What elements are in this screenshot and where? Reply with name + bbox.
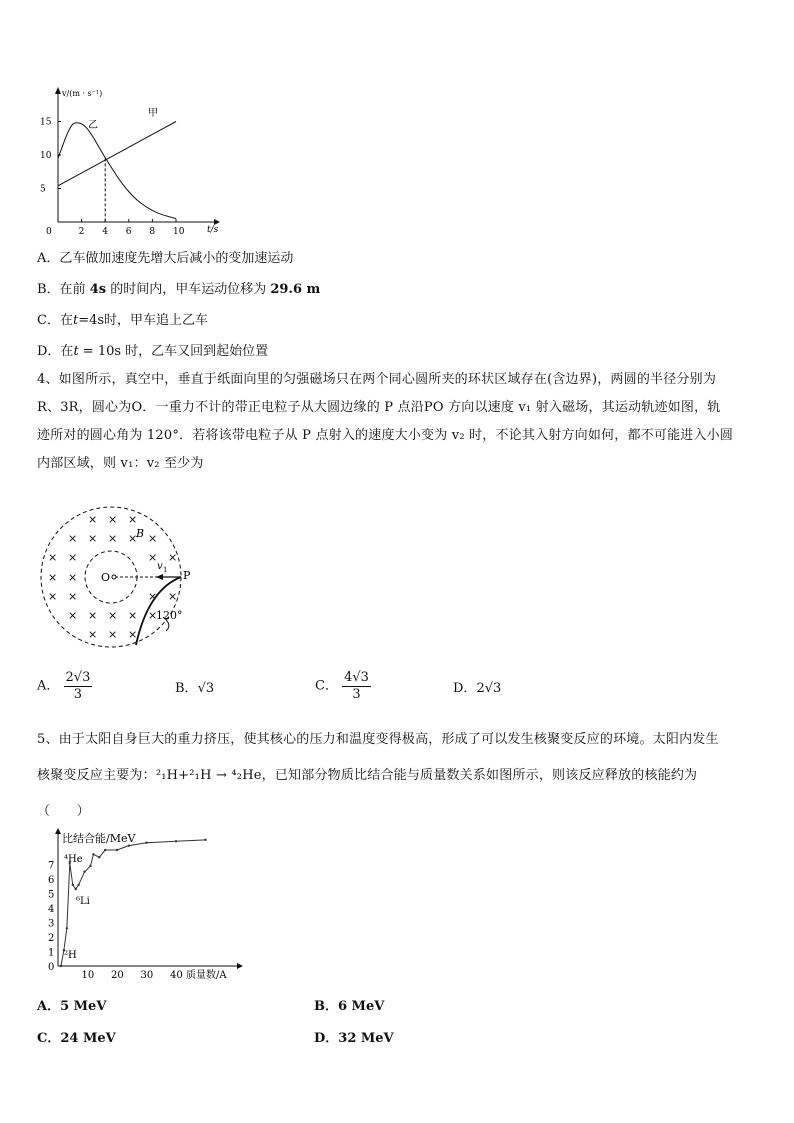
b-label: B — [136, 527, 145, 540]
x-tick-label: 0 — [46, 227, 52, 234]
angle-label: 120° — [156, 609, 183, 622]
field-cross: × — [148, 551, 158, 564]
field-cross: × — [48, 551, 58, 564]
be-y-tick-label: 2 — [48, 933, 55, 944]
binding-energy-point — [204, 839, 206, 841]
q3-option-b-val: 29.6 m — [270, 282, 321, 297]
magnetic-field-figure — [38, 505, 198, 653]
q5-option-d[interactable] — [314, 1030, 394, 1048]
q5-stem — [37, 722, 762, 830]
field-cross: × — [148, 609, 158, 622]
x-tick-label: 4 — [102, 227, 108, 234]
series-label-yi: 乙 — [88, 120, 98, 131]
h2-label: ²H — [64, 950, 77, 961]
q4-line-3: 迹所对的圆心角为 120°．若将该带电粒子从 P 点射入的速度大小变为 v₂ 时，不论其入射方向如何，都不可能进入小圆 — [37, 428, 734, 443]
x-tick-label: 6 — [125, 227, 132, 234]
x-axis-label: t/s — [207, 225, 219, 234]
be-x-tick-label: 30 — [140, 970, 154, 981]
v1-label: v — [157, 561, 163, 572]
binding-energy-point — [98, 856, 100, 858]
inner-circle — [85, 551, 137, 603]
q5-equation: ²₁H+²₁H → ⁴₂He — [155, 768, 262, 783]
q5-line-2-pre: 核聚变反应主要为： — [37, 768, 156, 783]
binding-energy-point — [145, 842, 147, 844]
q4-option-b-val: √3 — [197, 681, 215, 696]
series-line-yi — [58, 123, 176, 219]
q5-line-1: 5、由于太阳自身巨大的重力挤压，使其核心的压力和温度变得极高，形成了可以发生核聚变反应的环境。太阳内发生 — [37, 732, 719, 747]
q4-option-a-den: 3 — [73, 687, 83, 702]
field-cross: × — [148, 532, 158, 545]
binding-energy-point — [116, 849, 118, 851]
q3-option-b-pre: B．在前 — [37, 282, 90, 297]
q4-option-a[interactable] — [37, 670, 92, 703]
field-cross: × — [48, 571, 58, 584]
q3-option-a[interactable] — [37, 250, 293, 268]
q3-option-b-post: 的时间内，甲车运动位移为 — [106, 282, 271, 297]
q4-line-1: 4、如图所示，真空中，垂直于纸面向里的匀强磁场只在两个同心圆所夹的环状区域存在(含边界)，两圆的半径分别为 — [37, 372, 717, 387]
be-y-tick-label: 1 — [48, 947, 55, 959]
q4-option-b[interactable] — [175, 680, 214, 698]
binding-energy-point — [92, 853, 94, 855]
q5-option-c[interactable] — [37, 1030, 116, 1048]
field-cross: × — [68, 609, 78, 622]
be-y-tick-label: 6 — [48, 875, 55, 886]
be-y-tick-label: 7 — [48, 860, 55, 872]
field-cross: × — [108, 628, 118, 641]
q3-option-b-bold: 4s — [89, 282, 107, 297]
be-x-axis-label: 质量数/A — [186, 970, 227, 981]
field-cross: × — [88, 628, 98, 641]
v1-subscript: 1 — [163, 566, 168, 574]
field-cross: × — [108, 513, 118, 526]
binding-energy-point — [77, 884, 79, 886]
q3-option-c-var: t — [72, 313, 79, 328]
be-y-tick-label: 5 — [48, 889, 55, 901]
field-cross: × — [68, 590, 78, 603]
be-x-tick-label: 10 — [81, 970, 95, 981]
binding-energy-point — [89, 865, 91, 867]
field-cross: × — [88, 609, 98, 622]
x-tick-label: 8 — [149, 227, 156, 234]
q3-option-d-mid: = 10s — [78, 344, 122, 359]
q4-line-4: 内部区域，则 v₁：v₂ 至少为 — [37, 456, 204, 471]
binding-energy-point — [60, 965, 62, 967]
be-y-tick-label: 4 — [48, 904, 55, 915]
q4-option-c-den: 3 — [352, 687, 361, 702]
field-cross: × — [168, 551, 178, 564]
q3-option-c-post: =4s时，甲车追上乙车 — [78, 313, 209, 328]
q4-option-a-fraction — [64, 670, 93, 703]
binding-energy-point — [75, 888, 77, 890]
binding-energy-point — [175, 840, 177, 842]
he4-label: ⁴He — [64, 854, 83, 865]
field-cross: × — [88, 513, 98, 526]
q3-option-d-var: t — [73, 344, 79, 359]
x-tick-label: 2 — [78, 227, 85, 234]
field-cross: × — [128, 532, 138, 545]
q5-option-b-text: B．6 MeV — [314, 999, 385, 1014]
q3-option-c[interactable] — [37, 312, 208, 330]
x-tick-label: 10 — [173, 227, 185, 234]
point-p-label: P — [183, 569, 191, 582]
q4-stem — [37, 366, 762, 478]
series-label-jia: 甲 — [148, 108, 158, 119]
y-tick-label: 10 — [40, 151, 52, 161]
center-point — [112, 575, 116, 579]
field-cross: × — [108, 609, 118, 622]
q5-option-a[interactable] — [37, 998, 106, 1016]
field-cross: × — [68, 532, 78, 545]
q4-option-b-label: B． — [175, 681, 198, 696]
q3-option-b[interactable] — [37, 281, 320, 299]
be-y-tick-label: 3 — [48, 918, 55, 930]
q4-option-c[interactable] — [315, 670, 371, 703]
be-x-tick-label: 20 — [111, 970, 124, 981]
binding-energy-point — [104, 849, 106, 851]
be-y-tick-label: 0 — [48, 962, 55, 973]
field-cross: × — [148, 590, 158, 603]
binding-energy-point — [83, 871, 85, 873]
q5-option-b[interactable] — [314, 998, 384, 1016]
q3-option-c-pre: C．在 — [37, 313, 73, 328]
center-label: O — [101, 571, 111, 584]
field-cross: × — [68, 551, 78, 564]
q4-option-d[interactable] — [453, 680, 501, 698]
q4-option-a-label: A． — [37, 678, 60, 694]
field-cross: × — [108, 532, 118, 545]
binding-energy-point — [66, 927, 68, 929]
field-cross: × — [48, 590, 58, 603]
field-cross: × — [68, 571, 78, 584]
q4-option-d-val: 2√3 — [476, 681, 502, 696]
field-cross: × — [128, 609, 138, 622]
velocity-time-chart — [34, 84, 224, 234]
q3-option-d-pre: D．在 — [37, 344, 74, 359]
binding-energy-chart — [34, 828, 244, 983]
y-tick-label: 15 — [40, 117, 52, 128]
field-cross: × — [128, 513, 138, 526]
q5-option-a-text: A．5 MeV — [37, 999, 107, 1014]
q4-line-2: R、3R，圆心为O．一重力不计的带正电粒子从大圆边缘的 P 点沿PO 方向以速度 v₁ 射入磁场，其运动轨迹如图，轨 — [37, 400, 721, 415]
q3-option-d[interactable] — [37, 343, 268, 361]
q4-option-c-num: 4√3 — [344, 670, 369, 685]
be-x-tick-label: 40 — [170, 970, 183, 981]
q4-option-a-num: 2√3 — [65, 670, 91, 685]
binding-energy-point — [72, 884, 74, 886]
q5-line-2-post: ，已知部分物质比结合能与质量数关系如图所示，则该反应释放的核能约为 — [261, 768, 698, 783]
field-cross: × — [168, 590, 178, 603]
q4-option-c-label: C． — [315, 678, 338, 694]
q3-option-d-post: 时，乙车又回到起始位置 — [121, 344, 269, 359]
y-axis-label: v/(m · s⁻¹) — [62, 89, 103, 98]
li6-label: ⁶Li — [76, 896, 90, 907]
q5-option-d-text: D．32 MeV — [314, 1031, 394, 1046]
q5-line-2 — [37, 758, 762, 794]
q3-option-a-text: A．乙车做加速度先增大后减小的变加速运动 — [37, 251, 294, 266]
be-y-axis-label: 比结合能/MeV — [62, 832, 136, 845]
y-tick-label: 5 — [40, 184, 46, 195]
q5-option-c-text: C．24 MeV — [37, 1031, 116, 1046]
field-cross: × — [88, 532, 98, 545]
q4-option-d-label: D． — [453, 681, 477, 696]
field-cross: × — [128, 628, 138, 641]
q5-paren: （ ） — [37, 804, 90, 819]
q4-option-c-fraction — [342, 670, 371, 703]
